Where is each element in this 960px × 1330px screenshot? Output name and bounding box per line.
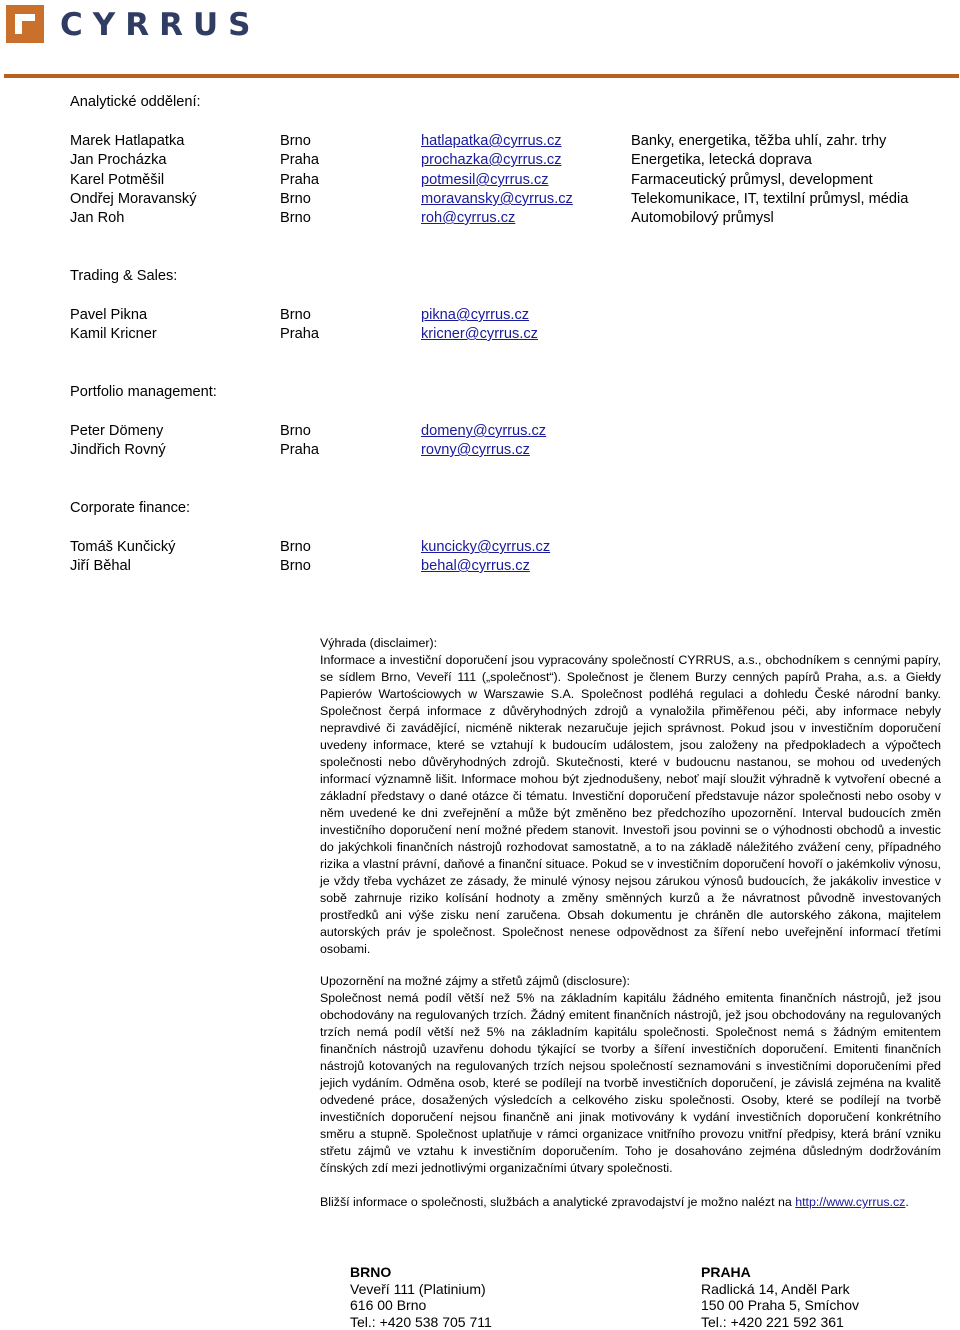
- contact-email-link[interactable]: rovny@cyrrus.cz: [421, 442, 530, 458]
- section-title-trading: Trading & Sales:: [70, 268, 177, 284]
- contact-sector: Telekomunikace, IT, textilní průmysl, média: [631, 191, 908, 207]
- contact-city: Brno: [280, 210, 311, 226]
- footer-brno-phone: Tel.: +420 538 705 711: [350, 1314, 492, 1330]
- contact-city: Brno: [280, 423, 311, 439]
- disclaimer-text: Informace a investiční doporučení jsou vypracovány společností CYRRUS, a.s., obchodníkem s cennými papíry, se sídlem Brno, Veveří 111 („společnost“). Společnost je členem Burzy cenných papírů Praha, a.s. a Giełdy Papierów Wartościowych w Warszawie S.A. Společnost podléhá regulaci a dohledu České národní banky. Společnost čerpá informace z důvěryhodných zdrojů a vynaložila přiměřenou péči, aby informace nebyly nepravdivé či zavádějící, nicméně nikterak nezaručuje jejich správnost. Pokud jsou v investičním doporučení uvedeny informace, které se vztahují k budoucím událostem, jsou založeny na předpokladech a výpočtech společnosti nebo důvěryhodných zdrojů. Skutečnosti, které v budoucnu nastanou, se mohou od uvedených informací významně lišit. Informace mohou být zjednodušeny, neboť mají sloužit výhradně k vytvoření obecné a základní představy o dané otázce či tématu. Investiční doporučení představuje názor společnosti nebo osoby v něm uvedené ke dni zveřejnění a může být změněno bez předchozího upozornění. Interval budoucích změn investičního doporučení není možné předem stanovit. Investoři jsou povinni se o výhodnosti obchodů a investic do jakýchkoli finančních nástrojů rozhodovat samostatně, a to na základě náležitého zvážení ceny, případného rizika a vlastní právní, daňové a finanční situace. Pokud se v investičním doporučení hovoří o jakémkoliv výnosu, je vždy třeba vycházet ze zásady, že minulé výnosy nejsou zárukou výnosů budoucích, že jakákoliv investice v sobě zahrnuje riziko kolísání hodnoty a změny směnných kurzů a že návratnost původně investovaných prostředků ani výše zisku není zaručena. Obsah dokumentu je chráněn dle autorského zákona, majitelem autorských práv je společnost. Společnost nenese odpovědnost za šíření nebo uveřejnění informací třetími osobami.: [320, 652, 941, 958]
- footer-brno-title: BRNO: [350, 1264, 492, 1281]
- contact-city: Brno: [280, 307, 311, 323]
- footer-praha-phone: Tel.: +420 221 592 361: [701, 1314, 859, 1330]
- footer-praha-title: PRAHA: [701, 1264, 859, 1281]
- footer-brno-address: Veveří 111 (Platinium): [350, 1281, 492, 1298]
- contact-city: Praha: [280, 172, 319, 188]
- contact-sector: Banky, energetika, těžba uhlí, zahr. trhy: [631, 133, 886, 149]
- contact-name: Pavel Pikna: [70, 307, 147, 323]
- contact-email-link[interactable]: prochazka@cyrrus.cz: [421, 152, 562, 168]
- contact-name: Karel Potměšil: [70, 172, 164, 188]
- footer-brno: [350, 1264, 492, 1330]
- contact-sector: Automobilový průmysl: [631, 210, 774, 226]
- contact-city: Brno: [280, 191, 311, 207]
- contact-email-link[interactable]: kuncicky@cyrrus.cz: [421, 539, 550, 555]
- contact-email-link[interactable]: potmesil@cyrrus.cz: [421, 172, 549, 188]
- contact-sector: Farmaceutický průmysl, development: [631, 172, 873, 188]
- contact-city: Brno: [280, 558, 311, 574]
- contact-name: Kamil Kricner: [70, 326, 157, 342]
- more-info-line: [320, 1194, 941, 1211]
- contact-email-link[interactable]: hatlapatka@cyrrus.cz: [421, 133, 562, 149]
- page-header: [0, 0, 960, 80]
- contact-city: Praha: [280, 152, 319, 168]
- section-title-portfolio: Portfolio management:: [70, 384, 217, 400]
- header-rule: [4, 74, 959, 78]
- footer-praha: [701, 1264, 859, 1330]
- contact-name: Jindřich Rovný: [70, 442, 166, 458]
- disclaimer-label: Výhrada (disclaimer):: [320, 635, 941, 652]
- contact-name: Jan Procházka: [70, 152, 167, 168]
- disclaimer-block: [320, 635, 941, 958]
- disclosure-text: Společnost nemá podíl větší než 5% na základním kapitálu žádného emitenta finančních nástrojů, jež jsou obchodovány na regulovaných trzích. Žádný emitent finančních nástrojů, jež jsou obchodovány na regulovaných trzích nemá podíl větší než 5% na základním kapitálu společnosti. Společnost nemá s žádným emitentem finančních nástrojů uzavřenu dohodu týkající se tvorby a šíření investičních doporučení. Emitenti finančních nástrojů kotovaných na regulovaných trzích nejsou společností seznamováni s investičními doporučeními před jejich vydáním. Odměna osob, které se podílejí na tvorbě investičních doporučení, je závislá zejména na kvalitě odvedené práce, dosažených výsledcích a celkového zisku společnosti. Osoby, které se podílejí na tvorbě investičních doporučení nejsou finančně ani jinak motivovány k vydání investičních doporučení konkrétního směru a stupně. Společnost uplatňuje v rámci organizace vnitřního provozu vnitřní předpisy, která brání vzniku střetu zájmů ve vztahu k investičním doporučením. Toho je dosahováno zejména důsledným dodržováním čínských zdí mezi jednotlivými organizačními útvary společnosti.: [320, 990, 941, 1177]
- logo-text: CYRRUS: [60, 7, 260, 43]
- contact-city: Praha: [280, 442, 319, 458]
- contact-email-link[interactable]: pikna@cyrrus.cz: [421, 307, 529, 323]
- contact-sector: Energetika, letecká doprava: [631, 152, 812, 168]
- contact-city: Praha: [280, 326, 319, 342]
- contact-name: Jiří Běhal: [70, 558, 131, 574]
- contact-email-link[interactable]: roh@cyrrus.cz: [421, 210, 515, 226]
- contact-city: Brno: [280, 539, 311, 555]
- footer-praha-address: Radlická 14, Anděl Park: [701, 1281, 859, 1298]
- contact-name: Peter Dömeny: [70, 423, 163, 439]
- website-link[interactable]: http://www.cyrrus.cz: [795, 1195, 905, 1209]
- contact-email-link[interactable]: behal@cyrrus.cz: [421, 558, 530, 574]
- contact-name: Marek Hatlapatka: [70, 133, 184, 149]
- disclosure-label: Upozornění na možné zájmy a střetů zájmů (disclosure):: [320, 973, 941, 990]
- more-info-text: Bližší informace o společnosti, službách a analytické zpravodajství je možno nalézt na: [320, 1195, 795, 1209]
- footer-brno-zip: 616 00 Brno: [350, 1297, 492, 1314]
- disclosure-block: [320, 973, 941, 1177]
- contact-email-link[interactable]: moravansky@cyrrus.cz: [421, 191, 573, 207]
- section-title-analyticke: Analytické oddělení:: [70, 94, 201, 110]
- contact-name: Tomáš Kunčický: [70, 539, 175, 555]
- section-title-corporate: Corporate finance:: [70, 500, 190, 516]
- contact-name: Ondřej Moravanský: [70, 191, 197, 207]
- contact-email-link[interactable]: domeny@cyrrus.cz: [421, 423, 546, 439]
- contact-name: Jan Roh: [70, 210, 124, 226]
- more-info-tail: .: [905, 1195, 908, 1209]
- cyrrus-logo-icon: [6, 5, 44, 43]
- contact-email-link[interactable]: kricner@cyrrus.cz: [421, 326, 538, 342]
- footer-praha-zip: 150 00 Praha 5, Smíchov: [701, 1297, 859, 1314]
- contact-city: Brno: [280, 133, 311, 149]
